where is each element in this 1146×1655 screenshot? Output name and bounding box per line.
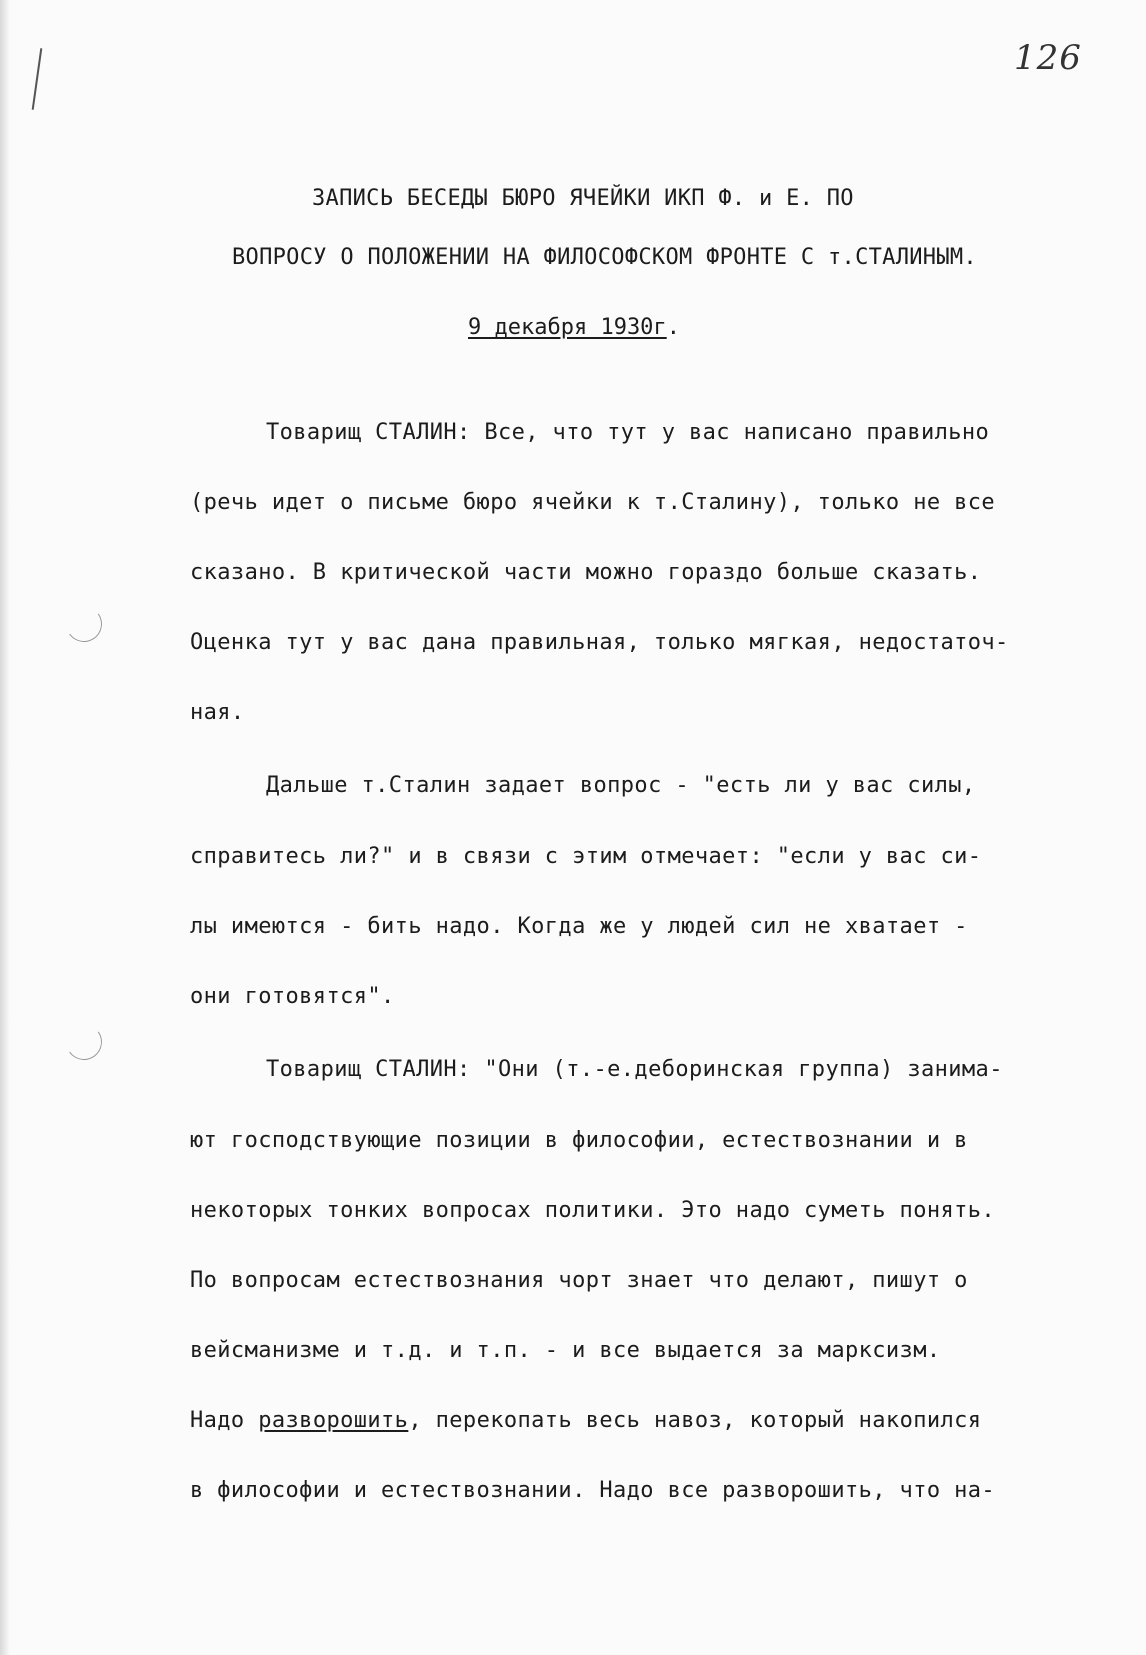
body-line: лы имеются - бить надо. Когда же у людей сил не хватает - [190, 914, 968, 939]
punch-hole-mark [63, 603, 105, 645]
body-line: По вопросам естествознания чорт знает что делают, пишут о [190, 1268, 968, 1293]
document-title-line-2: ВОПРОСУ О ПОЛОЖЕНИИ НА ФИЛОСОФСКОМ ФРОНТЕ С т.СТАЛИНЫМ. [232, 245, 977, 270]
document-title-line-1: ЗАПИСЬ БЕСЕДЫ БЮРО ЯЧЕЙКИ ИКП Ф. и Е. ПО [312, 186, 854, 211]
body-line: Товарищ СТАЛИН: "Они (т.-е.деборинская группа) занима- [266, 1057, 1003, 1082]
text-fragment: , перекопать весь навоз, который накопился [408, 1408, 982, 1433]
underlined-word: разворошить [258, 1408, 409, 1433]
body-line: справитесь ли?" и в связи с этим отмечает: "если у вас си- [190, 844, 982, 869]
body-line: некоторых тонких вопросах политики. Это надо суметь понять. [190, 1198, 996, 1223]
body-line: они готовятся". [190, 984, 395, 1009]
body-line: (речь идет о письме бюро ячейки к т.Сталину), только не все [190, 490, 996, 515]
text-fragment: Надо [190, 1408, 259, 1433]
page-left-edge [0, 0, 10, 1655]
body-line-with-underline [190, 1408, 981, 1433]
handwritten-page-number: 126 [1014, 38, 1082, 78]
punch-hole-mark [63, 1021, 105, 1063]
document-date-text: 9 декабря 1930г [468, 315, 667, 340]
body-line: вейсманизме и т.д. и т.п. - и все выдается за марксизм. [190, 1338, 941, 1363]
body-line: сказано. В критической части можно гораздо больше сказать. [190, 560, 982, 585]
document-date [468, 315, 680, 340]
body-line: ют господствующие позиции в философии, естествознании и в [190, 1128, 968, 1153]
body-line: в философии и естествознании. Надо все разворошить, что на- [190, 1478, 996, 1503]
document-date-period: . [666, 315, 680, 340]
body-line: ная. [190, 700, 245, 725]
body-line: Оценка тут у вас дана правильная, только мягкая, недостаточ- [190, 630, 1009, 655]
body-line: Дальше т.Сталин задает вопрос - "есть ли у вас силы, [266, 773, 976, 798]
pencil-edge-mark [32, 48, 43, 110]
body-line: Товарищ СТАЛИН: Все, что тут у вас написано правильно [266, 420, 990, 445]
